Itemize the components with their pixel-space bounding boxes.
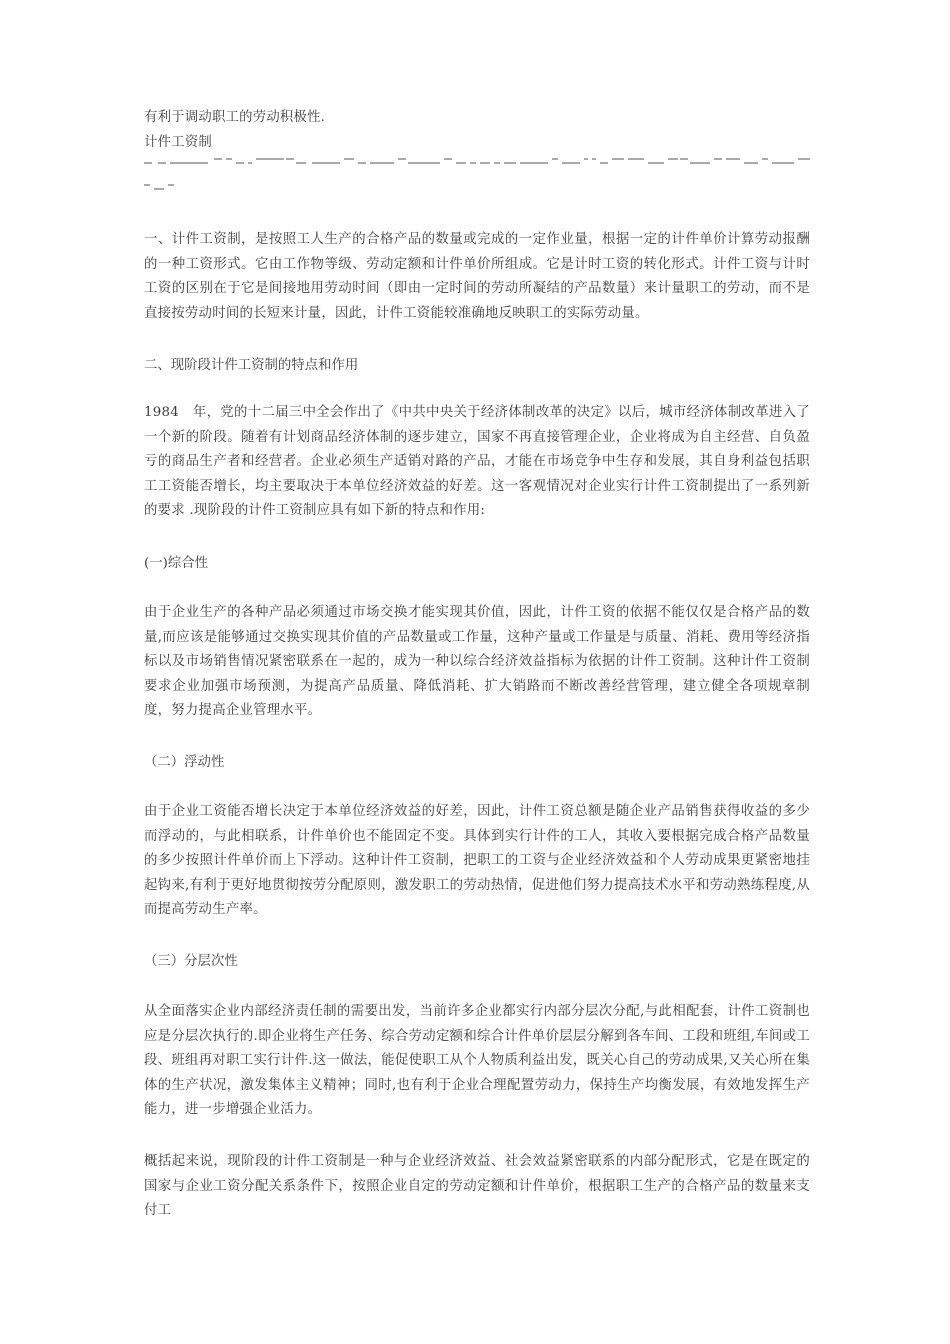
section-2-heading: 二、现阶段计件工资制的特点和作用	[144, 358, 359, 373]
subsection-1-paragraph: 由于企业生产的各种产品必须通过市场交换才能实现其价值，因此，计件工资的依据不能仅仅是合格产品的数量,而应该是能够通过交换实现其价值的产品数量或工作量，这种产量或工作量是与质量、消耗、费用等经济指标以及市场销售情况紧密联系在一起的，成为一种以综合经济效益指标为依据的计件工资制。这种计件工资制要求企业加强市场预测，为提高产品质量、降低消耗、扩大销路而不断改善经营管理，建立健全各项规章制度，努力提高企业管理水平。	[144, 605, 810, 719]
subsection-1-heading: (一)综合性	[144, 556, 209, 571]
document-title: 计件工资制	[144, 134, 212, 150]
decorative-rule	[144, 154, 810, 166]
section-1-paragraph: 一、计件工资制，是按照工人生产的合格产品的数量或完成的一定作业量，根据一定的计件单价计算劳动报酬的一种工资形式。它由工作物等级、劳动定额和计件单价所组成。它是计时工资的转化形式。计件工资与计时工资的区别在于它是间接地用劳动时间（即由一定时间的劳动所凝结的产品数量）来计量职工的劳动，而不是直接按劳动时间的长短来计量，因此，计件工资能较准确地反映职工的实际劳动量。	[144, 232, 810, 321]
summary-paragraph: 概括起来说，现阶段的计件工资制是一种与企业经济效益、社会效益紧密联系的内部分配形式，它是在既定的国家与企业工资分配关系条件下，按照企业自定的劳动定额和计件单价，根据职工生产的合格产品的数量来支付工	[144, 1154, 810, 1219]
subsection-2-heading: （二）浮动性	[144, 755, 225, 770]
decorative-rule-continuation	[144, 180, 810, 192]
subsection-3-heading: （三）分层次性	[144, 954, 238, 969]
subsection-2-paragraph: 由于企业工资能否增长决定于本单位经济效益的好差，因此，计件工资总额是随企业产品销售获得收益的多少而浮动的，与此相联系，计件单价也不能固定不变。具体到实行计件的工人，其收入要根据完成合格产品数量的多少按照计件单价而上下浮动。这种计件工资制，把职工的工资与企业经济效益和个人劳动成果更紧密地挂起钩来,有利于更好地贯彻按劳分配原则，激发职工的劳动热情，促进他们努力提高技术水平和劳动熟练程度,从而提高劳动生产率。	[144, 804, 810, 918]
intro-block	[144, 106, 808, 155]
section-2-intro-paragraph: 1984 年，党的十二届三中全会作出了《中共中央关于经济体制改革的决定》以后，城市经济体制改革进入了一个新的阶段。随着有计划商品经济体制的逐步建立，国家不再直接管理企业，企业将成为自主经营、自负盈亏的商品生产者和经营者。企业必须生产适销对路的产品，才能在市场竞争中生存和发展，其自身利益包括职工工资能否增长，均主要取决于本单位经济效益的好差。这一客观情况对企业实行计件工资制提出了一系列新的要求 .现阶段的计件工资制应具有如下新的特点和作用:	[144, 405, 810, 519]
subsection-3-paragraph: 从全面落实企业内部经济责任制的需要出发，当前许多企业都实行内部分层次分配,与此相配套，计件工资制也应是分层次执行的.即企业将生产任务、综合劳动定额和综合计件单价层层分解到各车间、工段和班组,车间或工段、班组再对职工实行计件.这一做法，能促使职工从个人物质利益出发，既关心自己的劳动成果,又关心所在集体的生产状况，激发集体主义精神；同时,也有利于企业合理配置劳动力，保持生产均衡发展，有效地发挥生产能力，进一步增强企业活力。	[144, 1004, 810, 1118]
intro-line: 有利于调动职工的劳动积极性.	[144, 110, 326, 125]
